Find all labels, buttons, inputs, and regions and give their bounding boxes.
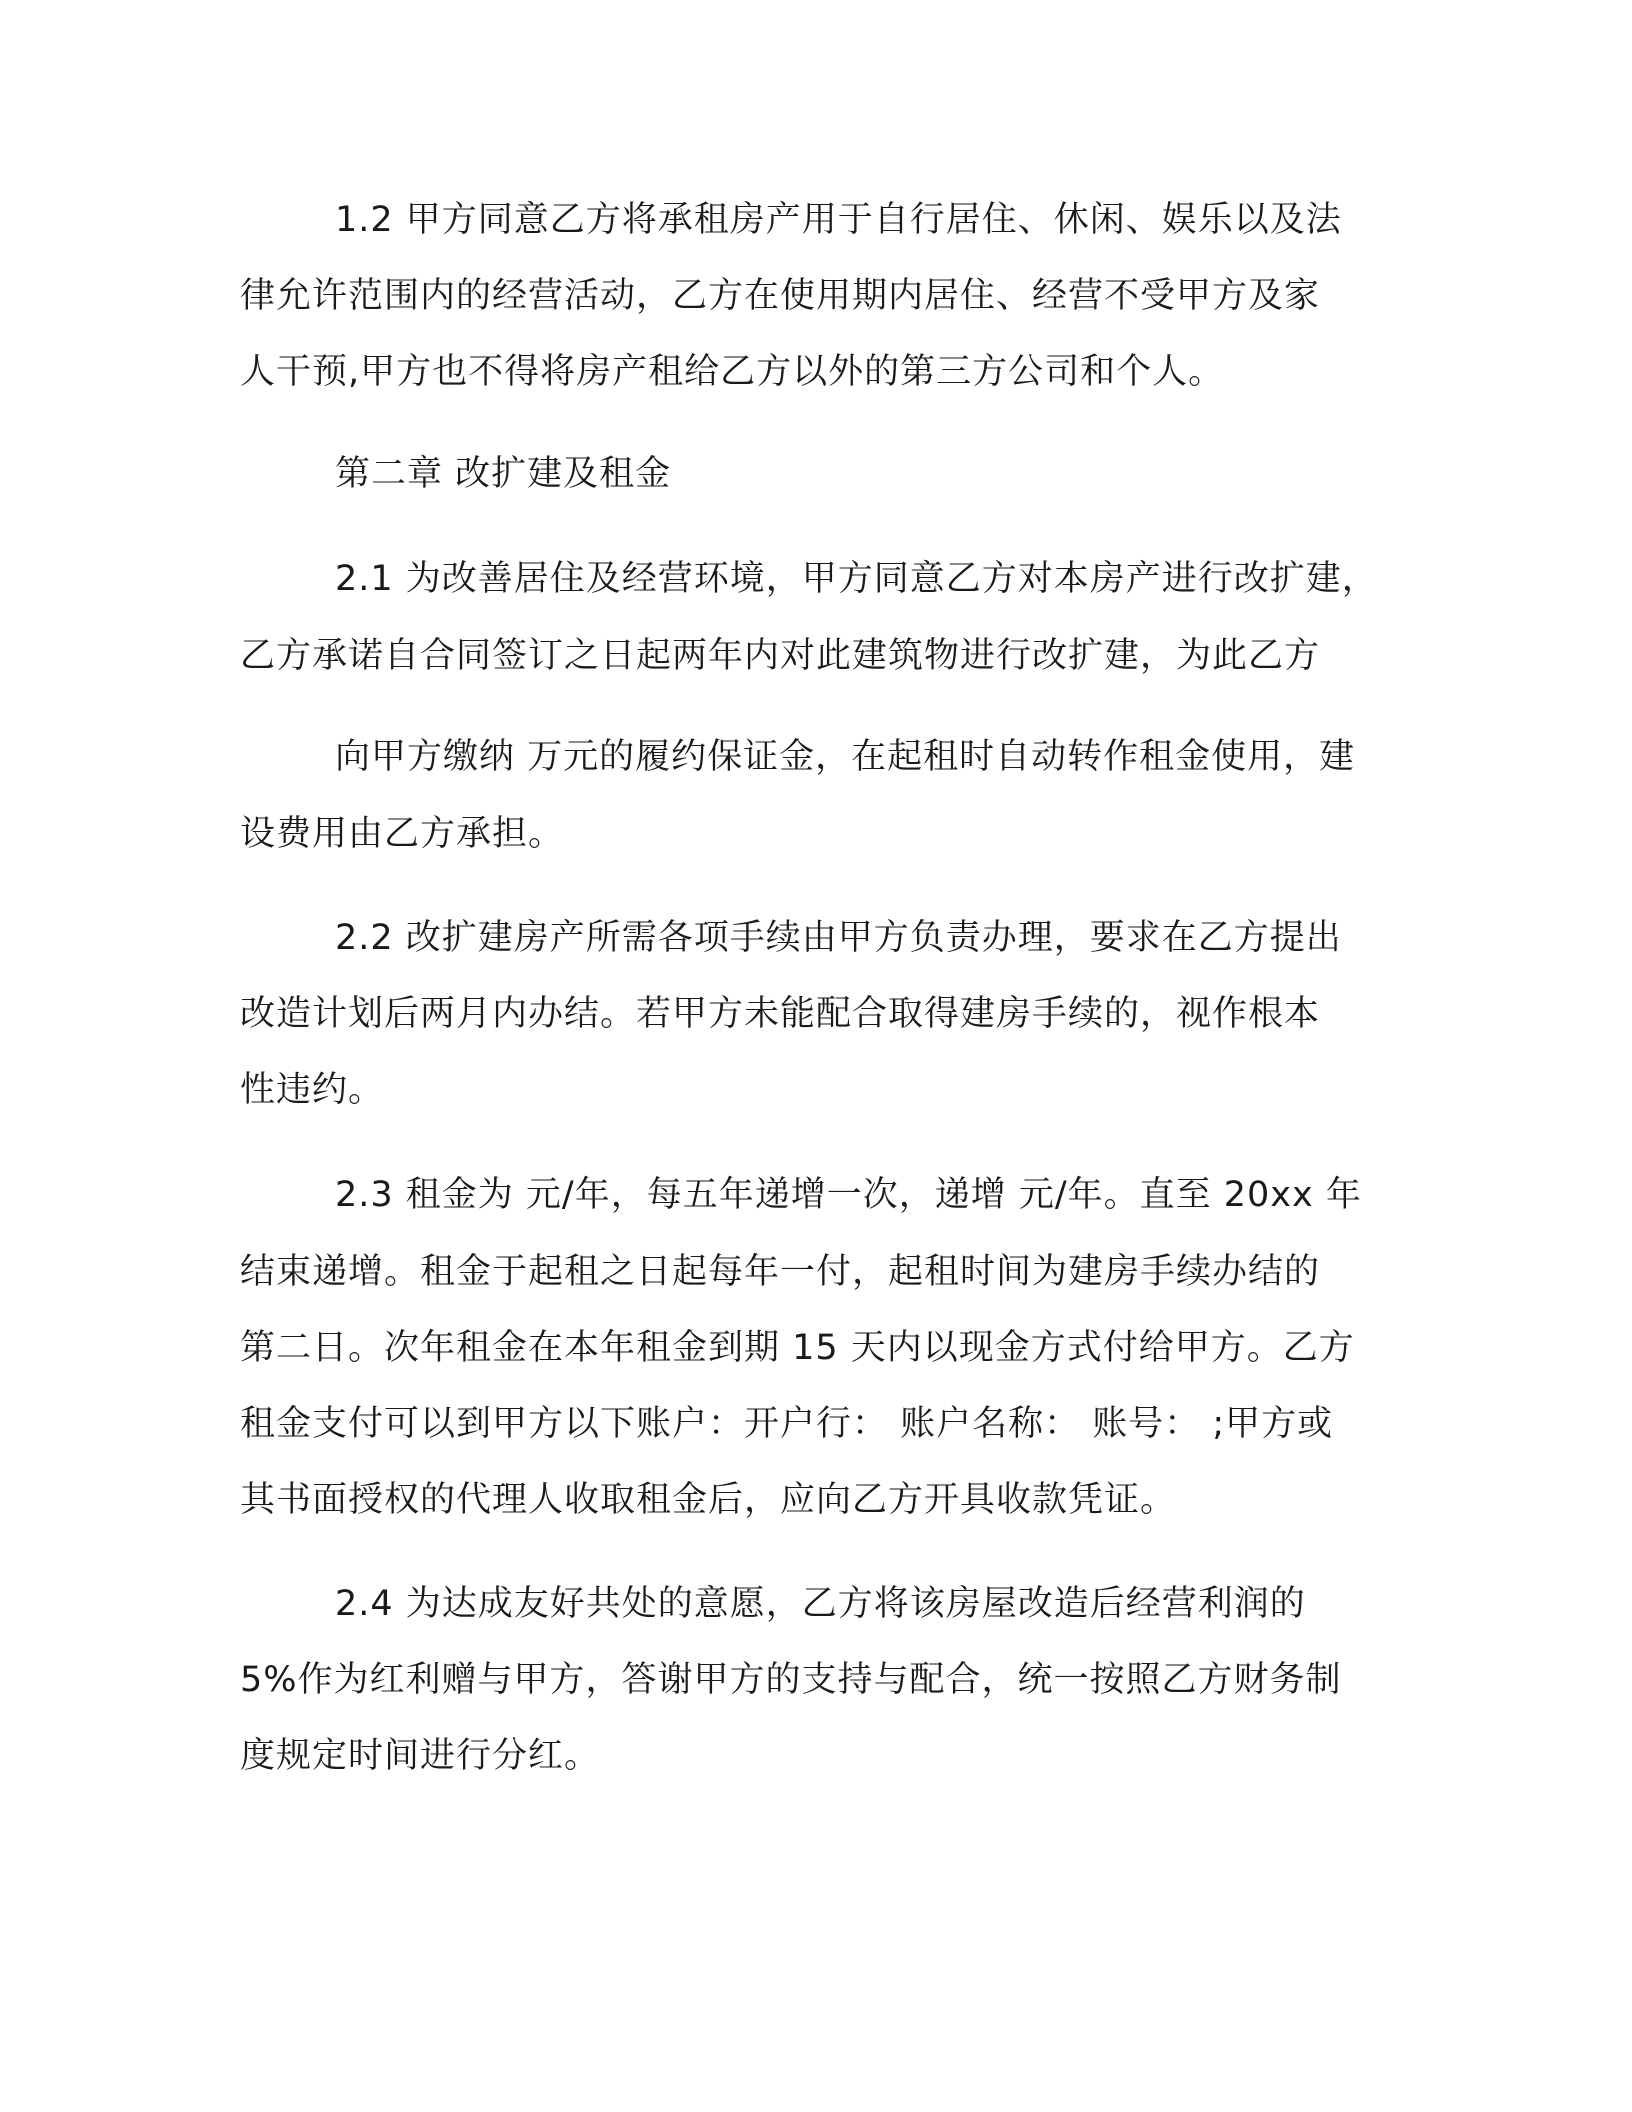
- clause-2-3-line-3: 第二日。次年租金在本年租金到期 15 天内以现金方式付给甲方。乙方: [240, 1328, 1355, 1368]
- clause-2-3-line-1: 2.3 租金为 元/年，每五年递增一次，递增 元/年。直至 20xx 年: [335, 1175, 1362, 1215]
- clause-1-2-line-3: 人干预,甲方也不得将房产租给乙方以外的第三方公司和个人。: [240, 352, 1225, 392]
- clause-2-1-line-1: 2.1 为改善居住及经营环境，甲方同意乙方对本房产进行改扩建，: [335, 559, 1378, 599]
- clause-2-4-line-2: 5%作为红利赠与甲方，答谢甲方的支持与配合，统一按照乙方财务制: [240, 1660, 1342, 1700]
- clause-2-1-line-3: 向甲方缴纳 万元的履约保证金，在起租时自动转作租金使用，建: [335, 737, 1356, 777]
- clause-2-1-line-4: 设费用由乙方承担。: [240, 814, 565, 854]
- clause-1-2-line-2: 律允许范围内的经营活动，乙方在使用期内居住、经营不受甲方及家: [240, 276, 1321, 316]
- clause-1-2-line-1: 1.2 甲方同意乙方将承租房产用于自行居住、休闲、娱乐以及法: [335, 200, 1342, 240]
- clause-2-2-line-3: 性违约。: [240, 1070, 385, 1110]
- chapter-2-heading: 第二章 改扩建及租金: [335, 454, 672, 494]
- clause-2-2-line-2: 改造计划后两月内办结。若甲方未能配合取得建房手续的，视作根本: [240, 994, 1321, 1034]
- clause-2-4-line-1: 2.4 为达成友好共处的意愿，乙方将该房屋改造后经营利润的: [335, 1584, 1306, 1624]
- clause-2-1-line-2: 乙方承诺自合同签订之日起两年内对此建筑物进行改扩建，为此乙方: [240, 636, 1321, 676]
- clause-2-3-line-5: 其书面授权的代理人收取租金后，应向乙方开具收款凭证。: [240, 1480, 1177, 1520]
- clause-2-4-line-3: 度规定时间进行分红。: [240, 1736, 601, 1776]
- clause-2-3-line-4: 租金支付可以到甲方以下账户：开户行： 账户名称： 账号： ;甲方或: [240, 1404, 1334, 1444]
- clause-2-3-line-2: 结束递增。租金于起租之日起每年一付，起租时间为建房手续办结的: [240, 1252, 1321, 1292]
- clause-2-2-line-1: 2.2 改扩建房产所需各项手续由甲方负责办理，要求在乙方提出: [335, 918, 1342, 958]
